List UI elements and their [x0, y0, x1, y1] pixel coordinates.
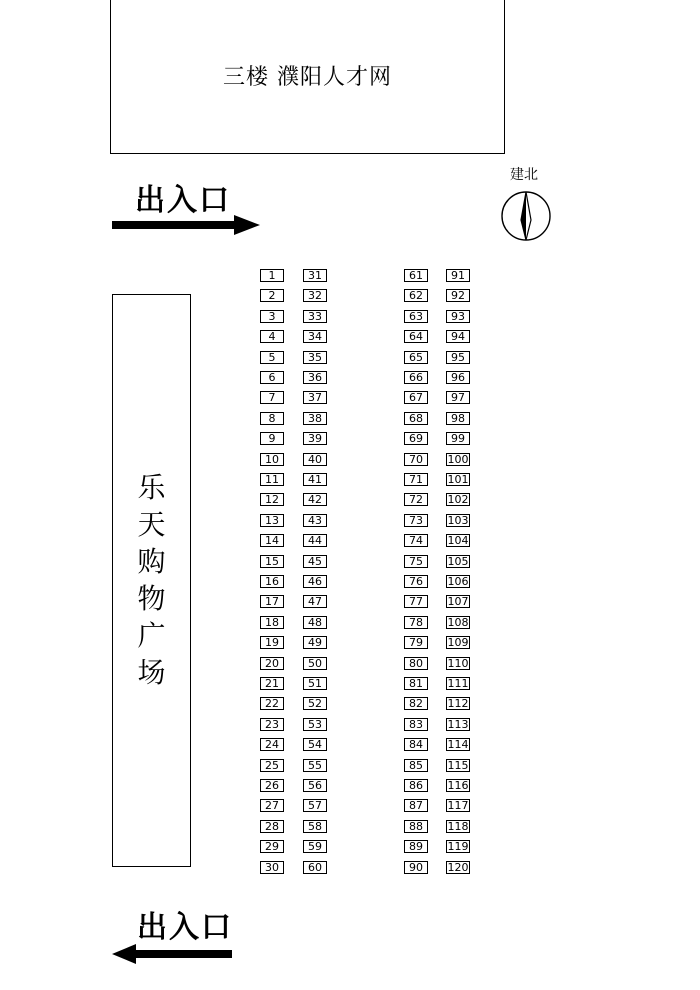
booth-24: 24 [260, 738, 284, 751]
booth-99: 99 [446, 432, 470, 445]
booth-30: 30 [260, 861, 284, 874]
booth-29: 29 [260, 840, 284, 853]
booth-82: 82 [404, 697, 428, 710]
booth-103: 103 [447, 514, 469, 527]
booth-46: 46 [303, 575, 327, 588]
booth-69: 69 [404, 432, 428, 445]
booth-55: 55 [303, 759, 327, 772]
mall-name-char: 场 [137, 656, 166, 689]
booth-79: 79 [404, 636, 428, 649]
booth-8: 8 [260, 412, 284, 425]
booth-57: 57 [303, 799, 327, 812]
booth-6: 6 [260, 371, 284, 384]
booth-7: 7 [260, 391, 284, 404]
booth-94: 94 [446, 330, 470, 343]
booth-63: 63 [404, 310, 428, 323]
booth-110: 110 [447, 657, 469, 670]
booth-18: 18 [260, 616, 284, 629]
booth-23: 23 [260, 718, 284, 731]
booth-32: 32 [303, 289, 327, 302]
booth-83: 83 [404, 718, 428, 731]
booth-75: 75 [404, 555, 428, 568]
booth-100: 100 [447, 453, 469, 466]
booth-20: 20 [260, 657, 284, 670]
booth-4: 4 [260, 330, 284, 343]
booth-92: 92 [446, 289, 470, 302]
booth-58: 58 [303, 820, 327, 833]
booth-44: 44 [303, 534, 327, 547]
third-floor-building [110, 0, 505, 154]
booth-33: 33 [303, 310, 327, 323]
booth-118: 118 [447, 820, 469, 833]
booth-84: 84 [404, 738, 428, 751]
mall-name-char: 乐 [137, 471, 166, 504]
booth-65: 65 [404, 351, 428, 364]
booth-43: 43 [303, 514, 327, 527]
booth-70: 70 [404, 453, 428, 466]
booth-21: 21 [260, 677, 284, 690]
booth-47: 47 [303, 595, 327, 608]
booth-89: 89 [404, 840, 428, 853]
booth-73: 73 [404, 514, 428, 527]
booth-14: 14 [260, 534, 284, 547]
booth-96: 96 [446, 371, 470, 384]
entrance-bottom-label: 出入口 [137, 910, 233, 945]
booth-38: 38 [303, 412, 327, 425]
booth-114: 114 [447, 738, 469, 751]
left-arrow-icon [112, 944, 232, 964]
booth-19: 19 [260, 636, 284, 649]
booth-68: 68 [404, 412, 428, 425]
booth-85: 85 [404, 759, 428, 772]
booth-115: 115 [447, 759, 469, 772]
booth-12: 12 [260, 493, 284, 506]
booth-61: 61 [404, 269, 428, 282]
booth-80: 80 [404, 657, 428, 670]
booth-91: 91 [446, 269, 470, 282]
booth-71: 71 [404, 473, 428, 486]
booth-111: 111 [447, 677, 469, 690]
booth-9: 9 [260, 432, 284, 445]
booth-102: 102 [447, 493, 469, 506]
booth-62: 62 [404, 289, 428, 302]
booth-95: 95 [446, 351, 470, 364]
booth-13: 13 [260, 514, 284, 527]
booth-90: 90 [404, 861, 428, 874]
booth-27: 27 [260, 799, 284, 812]
mall-name-char: 天 [137, 508, 166, 541]
mall-name-char: 购 [137, 545, 166, 578]
booth-77: 77 [404, 595, 428, 608]
booth-119: 119 [447, 840, 469, 853]
booth-34: 34 [303, 330, 327, 343]
booth-109: 109 [447, 636, 469, 649]
booth-67: 67 [404, 391, 428, 404]
booth-28: 28 [260, 820, 284, 833]
booth-37: 37 [303, 391, 327, 404]
booth-49: 49 [303, 636, 327, 649]
north-label: 建北 [510, 167, 538, 183]
booth-22: 22 [260, 697, 284, 710]
third-floor-label: 三楼 濮阳人才网 [223, 65, 392, 90]
right-arrow-icon [112, 215, 260, 235]
booth-2: 2 [260, 289, 284, 302]
booth-42: 42 [303, 493, 327, 506]
booth-86: 86 [404, 779, 428, 792]
booth-10: 10 [260, 453, 284, 466]
booth-45: 45 [303, 555, 327, 568]
entrance-top-label: 出入口 [135, 183, 231, 218]
booth-113: 113 [447, 718, 469, 731]
booth-106: 106 [447, 575, 469, 588]
mall-name-char: 广 [137, 619, 166, 652]
booth-40: 40 [303, 453, 327, 466]
booth-88: 88 [404, 820, 428, 833]
booth-101: 101 [447, 473, 469, 486]
booth-11: 11 [260, 473, 284, 486]
booth-35: 35 [303, 351, 327, 364]
booth-107: 107 [447, 595, 469, 608]
booth-41: 41 [303, 473, 327, 486]
booth-87: 87 [404, 799, 428, 812]
booth-104: 104 [447, 534, 469, 547]
north-arrow-icon [499, 189, 553, 243]
booth-50: 50 [303, 657, 327, 670]
booth-15: 15 [260, 555, 284, 568]
booth-48: 48 [303, 616, 327, 629]
booth-5: 5 [260, 351, 284, 364]
booth-81: 81 [404, 677, 428, 690]
booth-52: 52 [303, 697, 327, 710]
booth-1: 1 [260, 269, 284, 282]
booth-39: 39 [303, 432, 327, 445]
booth-51: 51 [303, 677, 327, 690]
booth-31: 31 [303, 269, 327, 282]
booth-25: 25 [260, 759, 284, 772]
booth-36: 36 [303, 371, 327, 384]
booth-64: 64 [404, 330, 428, 343]
booth-98: 98 [446, 412, 470, 425]
mall-name-char: 物 [137, 582, 166, 615]
booth-105: 105 [447, 555, 469, 568]
booth-53: 53 [303, 718, 327, 731]
booth-76: 76 [404, 575, 428, 588]
booth-72: 72 [404, 493, 428, 506]
booth-60: 60 [303, 861, 327, 874]
booth-97: 97 [446, 391, 470, 404]
booth-120: 120 [447, 861, 469, 874]
booth-93: 93 [446, 310, 470, 323]
booth-78: 78 [404, 616, 428, 629]
booth-17: 17 [260, 595, 284, 608]
booth-108: 108 [447, 616, 469, 629]
booth-3: 3 [260, 310, 284, 323]
booth-116: 116 [447, 779, 469, 792]
booth-59: 59 [303, 840, 327, 853]
booth-66: 66 [404, 371, 428, 384]
booth-56: 56 [303, 779, 327, 792]
booth-26: 26 [260, 779, 284, 792]
booth-112: 112 [447, 697, 469, 710]
booth-74: 74 [404, 534, 428, 547]
lotte-shopping-plaza [112, 294, 191, 867]
booth-54: 54 [303, 738, 327, 751]
booth-16: 16 [260, 575, 284, 588]
booth-117: 117 [447, 799, 469, 812]
